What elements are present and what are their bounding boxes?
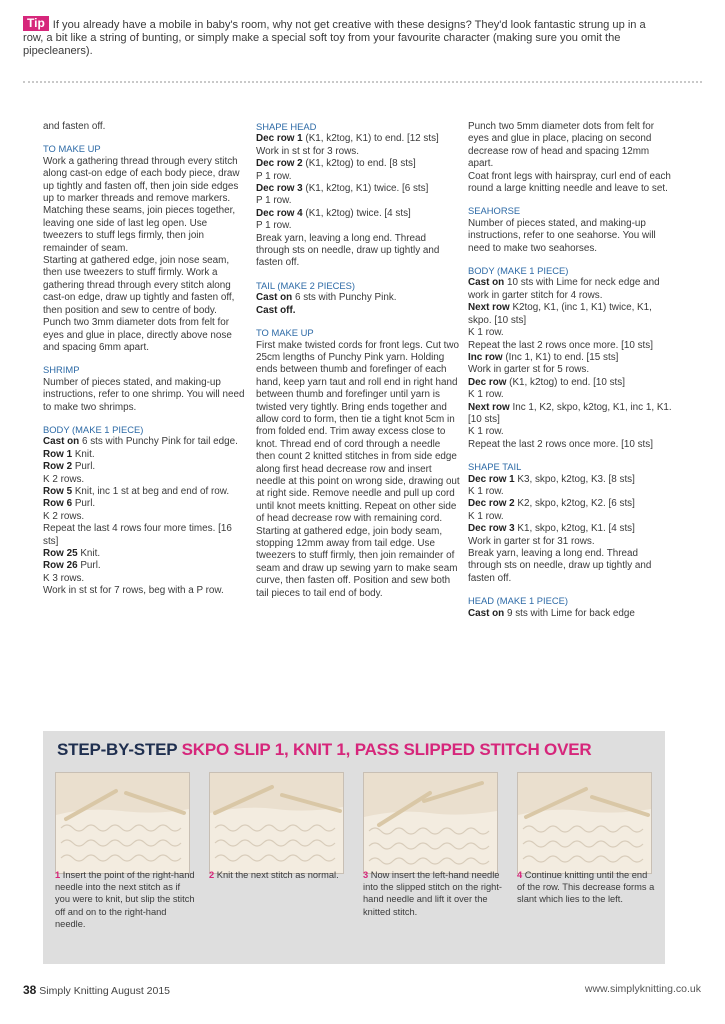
text: K 2 rows. — [43, 510, 85, 522]
instruction — [256, 158, 461, 170]
text: Number of pieces stated, and making-up instructions, refer to one shrimp. You will need to make two shrimps. — [43, 376, 245, 413]
instruction-text: 6 sts with Punchy Pink. — [292, 292, 397, 304]
text: Work in garter st for 31 rows. — [468, 535, 595, 547]
instruction — [256, 183, 461, 195]
step-number: 3 — [363, 870, 369, 880]
instruction-label: Row 26 — [43, 560, 78, 572]
instruction-label: Dec row 1 — [468, 473, 515, 485]
section-heading: BODY (MAKE 1 PIECE) — [43, 423, 144, 435]
instruction-label: Dec row 3 — [468, 523, 515, 535]
step-2-photo — [209, 772, 344, 874]
step-4-photo — [517, 772, 652, 874]
instruction-text: 10 sts with Lime for neck edge and work in garter stitch for 4 rows. — [468, 277, 660, 301]
skpo-heading: SKPO SLIP 1, KNIT 1, PASS SLIPPED STITCH OVER — [177, 740, 592, 759]
magazine-issue: Simply Knitting August 2015 — [36, 985, 171, 997]
text: Work a gathering thread through every stitch along cast-on edge of each body piece, draw up tightly and fasten off, then join side edges up to marker threads and remove markers. Matching these seams, join pieces together, leaving one side of last leg open. Use tweezers to stuff legs firmly, then join remainder of seam. — [43, 155, 240, 254]
text: P 1 row. — [256, 195, 292, 207]
instruction-label: Cast off. — [256, 304, 296, 316]
instruction-label: Row 1 — [43, 448, 73, 460]
text: K 1 row. — [468, 510, 504, 522]
footer-left — [23, 983, 170, 997]
instruction-label: Row 25 — [43, 548, 78, 559]
step-1-caption — [55, 869, 195, 930]
instruction-text: (K1, k2tog, K1) to end. [12 sts] — [302, 133, 439, 145]
instruction-text: Knit, inc 1 st at beg and end of row. — [72, 485, 230, 497]
instruction — [468, 402, 673, 427]
text: Punch two 5mm diameter dots from felt for eyes and glue in place, placing on second decrease row of head and spacing 12mm apart. — [468, 121, 655, 170]
section-heading: TAIL (MAKE 2 PIECES) — [256, 279, 355, 291]
tip-box — [23, 16, 663, 58]
text: Number of pieces stated, and making-up instructions, refer to one seahorse. You will need to make two seahorses. — [468, 217, 656, 254]
page-number: 38 — [23, 983, 37, 997]
section-heading: TO MAKE UP — [43, 143, 101, 155]
text: P 1 row. — [256, 170, 292, 182]
instruction-label: Row 6 — [43, 498, 73, 510]
instruction — [468, 277, 673, 302]
knitting-photo-icon — [56, 773, 189, 873]
tip-text: If you already have a mobile in baby's room, why not get creative with these designs? They'd look fantastic strung up in a row, a bit like a string of bunting, or simply make a special soft toy from your favourite character (making sure you omit the pipecleaners). — [23, 19, 646, 57]
knitting-photo-icon — [364, 773, 497, 873]
text: Work in garter st for 5 rows. — [468, 364, 590, 376]
text: Starting at gathered edge, join nose seam, then use tweezers to stuff firmly. Work a gathering thread through every stitch along cast-on edge, draw up tightly and fasten off, then position and sew to centre of body. — [43, 255, 235, 316]
instruction-label: Cast on — [468, 607, 505, 619]
column-2 — [256, 121, 461, 600]
knitting-photo-icon — [518, 773, 651, 873]
instruction-text: Purl. — [72, 461, 96, 473]
section-heading: TO MAKE UP — [256, 327, 314, 339]
section-heading: SHRIMP — [43, 364, 80, 376]
step-3-photo — [363, 772, 498, 874]
instruction-text: K1, skpo, k2tog, K1. [4 sts] — [514, 523, 635, 535]
step-1-photo — [55, 772, 190, 874]
instruction-label: Cast on — [256, 292, 293, 304]
text: Punch two 3mm diameter dots from felt for eyes and glue in place, directly above nose and spacing 6mm apart. — [43, 317, 232, 353]
step-3-caption — [363, 869, 503, 918]
step-number: 1 — [55, 870, 61, 880]
instruction-text: (K1, k2tog) twice. [4 sts] — [302, 207, 411, 219]
tip-badge: Tip — [23, 16, 49, 31]
text: K 2 rows. — [43, 473, 85, 485]
section-heading: SEAHORSE — [468, 205, 521, 217]
instruction — [468, 608, 673, 620]
text: K 1 row. — [468, 426, 504, 438]
text: K 1 row. — [468, 389, 504, 401]
section-heading: SHAPE TAIL — [468, 461, 522, 473]
instruction-text: K3, skpo, k2tog, K3. [8 sts] — [514, 473, 635, 485]
instruction-text: (K1, k2tog, K1) twice. [6 sts] — [302, 183, 429, 195]
step-by-step-label: STEP-BY-STEP — [57, 740, 178, 759]
instruction-text: Purl. — [72, 498, 96, 510]
instruction-text: K2, skpo, k2tog, K2. [6 sts] — [514, 498, 635, 510]
text: First make twisted cords for front legs. Cut two 25cm lengths of Punchy Pink yarn. Holding ends between thumb and forefinger of each hand, keep yarn taut and roll end in right hand between thumb and forefinger until yarn is twisted very tightly. Bring ends together and allow cord to form, then tie a tight knot 5cm in from folded end. Trim away excess close to knot. Thread end of cord through a needle then count 2 knitted stitches in from side edge along first head decrease row and insert needle at this point on wrong side, drawing out at right side. Remove needle and pull up cord until knot meets knitting. Repeat on other side of head decrease row with remaining cord. — [256, 339, 460, 525]
instruction — [256, 292, 461, 304]
text: Break yarn, leaving a long end. Thread through sts on needle, draw up tightly and fasten off. — [256, 232, 440, 269]
text: Break yarn, leaving a long end. Thread through sts on needle, draw up tightly and fasten off. — [468, 548, 652, 584]
instruction — [256, 133, 461, 145]
step-2-caption — [209, 869, 349, 881]
instruction — [43, 461, 248, 473]
instruction-text: (Inc 1, K1) to end. [15 sts] — [502, 351, 619, 363]
instruction — [468, 474, 673, 486]
step-text: Now insert the left-hand needle into the slipped stitch on the right-hand needle and lift it over the knitted stitch. — [363, 870, 503, 917]
instruction-label: Row 2 — [43, 461, 73, 473]
instruction-text: Inc 1, K2, skpo, k2tog, K1, inc 1, K1. [10 sts] — [468, 401, 672, 425]
instruction-label: Dec row 3 — [256, 183, 303, 195]
instruction-label: Dec row 1 — [256, 133, 303, 145]
instruction-label: Dec row 2 — [468, 498, 515, 510]
instruction — [468, 377, 673, 389]
instruction-text: Knit. — [77, 548, 101, 559]
text: P 1 row. — [256, 220, 292, 232]
instruction — [468, 302, 673, 327]
instruction-text: Knit. — [72, 448, 95, 460]
text: and fasten off. — [43, 121, 106, 132]
step-4-caption — [517, 869, 657, 906]
text: Coat front legs with hairspray, curl end of each round a large knitting needle and leave to set. — [468, 170, 671, 195]
step-by-step-title — [57, 740, 591, 760]
instruction — [43, 449, 248, 461]
instruction-label: Next row — [468, 401, 510, 413]
instruction — [256, 208, 461, 220]
instruction — [468, 352, 673, 364]
section-heading: SHAPE HEAD — [256, 121, 317, 132]
instruction-label: Row 5 — [43, 485, 73, 497]
step-number: 2 — [209, 870, 215, 880]
text: Repeat the last 2 rows once more. [10 sts] — [468, 438, 653, 450]
knitting-photo-icon — [210, 773, 343, 873]
instruction-label: Cast on — [43, 436, 80, 448]
text: Work in st st for 3 rows. — [256, 145, 359, 157]
column-3 — [468, 121, 673, 620]
instruction — [468, 498, 673, 510]
instruction-text: 6 sts with Punchy Pink for tail edge. — [79, 436, 238, 448]
instruction-text: (K1, k2tog) to end. [8 sts] — [302, 158, 416, 170]
instruction — [43, 560, 248, 572]
instruction-text: (K1, k2tog) to end. [10 sts] — [506, 376, 625, 388]
text: Work in st st for 7 rows, beg with a P row. — [43, 585, 224, 597]
step-by-step-panel — [43, 731, 665, 964]
instruction-label: Next row — [468, 302, 510, 314]
instruction-text: Purl. — [77, 560, 101, 572]
instruction — [43, 548, 248, 560]
instruction-label: Dec row — [468, 376, 507, 388]
instruction-label: Dec row 2 — [256, 158, 303, 170]
step-number: 4 — [517, 870, 523, 880]
instruction-label: Cast on — [468, 277, 505, 289]
step-text: Continue knitting until the end of the row. This decrease forms a slant which lies to the left. — [517, 870, 655, 905]
step-text: Knit the next stitch as normal. — [214, 870, 339, 880]
text: Repeat the last 4 rows four more times. [16 sts] — [43, 523, 232, 547]
section-heading: BODY (MAKE 1 PIECE) — [468, 265, 569, 277]
text: Starting at gathered edge, join body seam, stopping 12mm away from tail edge. Use tweezers to stuff firmly, then join remainder of seam and draw up sewing yarn to make seam curve, then fasten off. Position and sew both tail pieces to tail end of body. — [256, 525, 458, 599]
text: Repeat the last 2 rows once more. [10 sts] — [468, 339, 653, 351]
dotted-divider — [23, 81, 702, 83]
text: K 1 row. — [468, 327, 504, 339]
section-heading: HEAD (MAKE 1 PIECE) — [468, 595, 569, 607]
instruction-label: Dec row 4 — [256, 207, 303, 219]
text: K 3 rows. — [43, 572, 85, 584]
instruction-label: Inc row — [468, 351, 503, 363]
footer-url[interactable]: www.simplyknitting.co.uk — [584, 983, 701, 995]
instruction-text: 9 sts with Lime for back edge — [504, 607, 635, 619]
step-text: Insert the point of the right-hand needle into the next stitch as if you were to knit, but slip the stitch off and on to the right-hand needle. — [55, 870, 195, 929]
instruction — [468, 523, 673, 535]
instruction-text: K2tog, K1, (inc 1, K1) twice, K1, skpo. [10 sts] — [468, 302, 652, 326]
instruction — [256, 305, 461, 317]
text: K 1 row. — [468, 485, 504, 497]
column-1 — [43, 121, 248, 598]
instruction — [43, 486, 248, 498]
instruction — [43, 498, 248, 510]
instruction — [43, 436, 248, 448]
